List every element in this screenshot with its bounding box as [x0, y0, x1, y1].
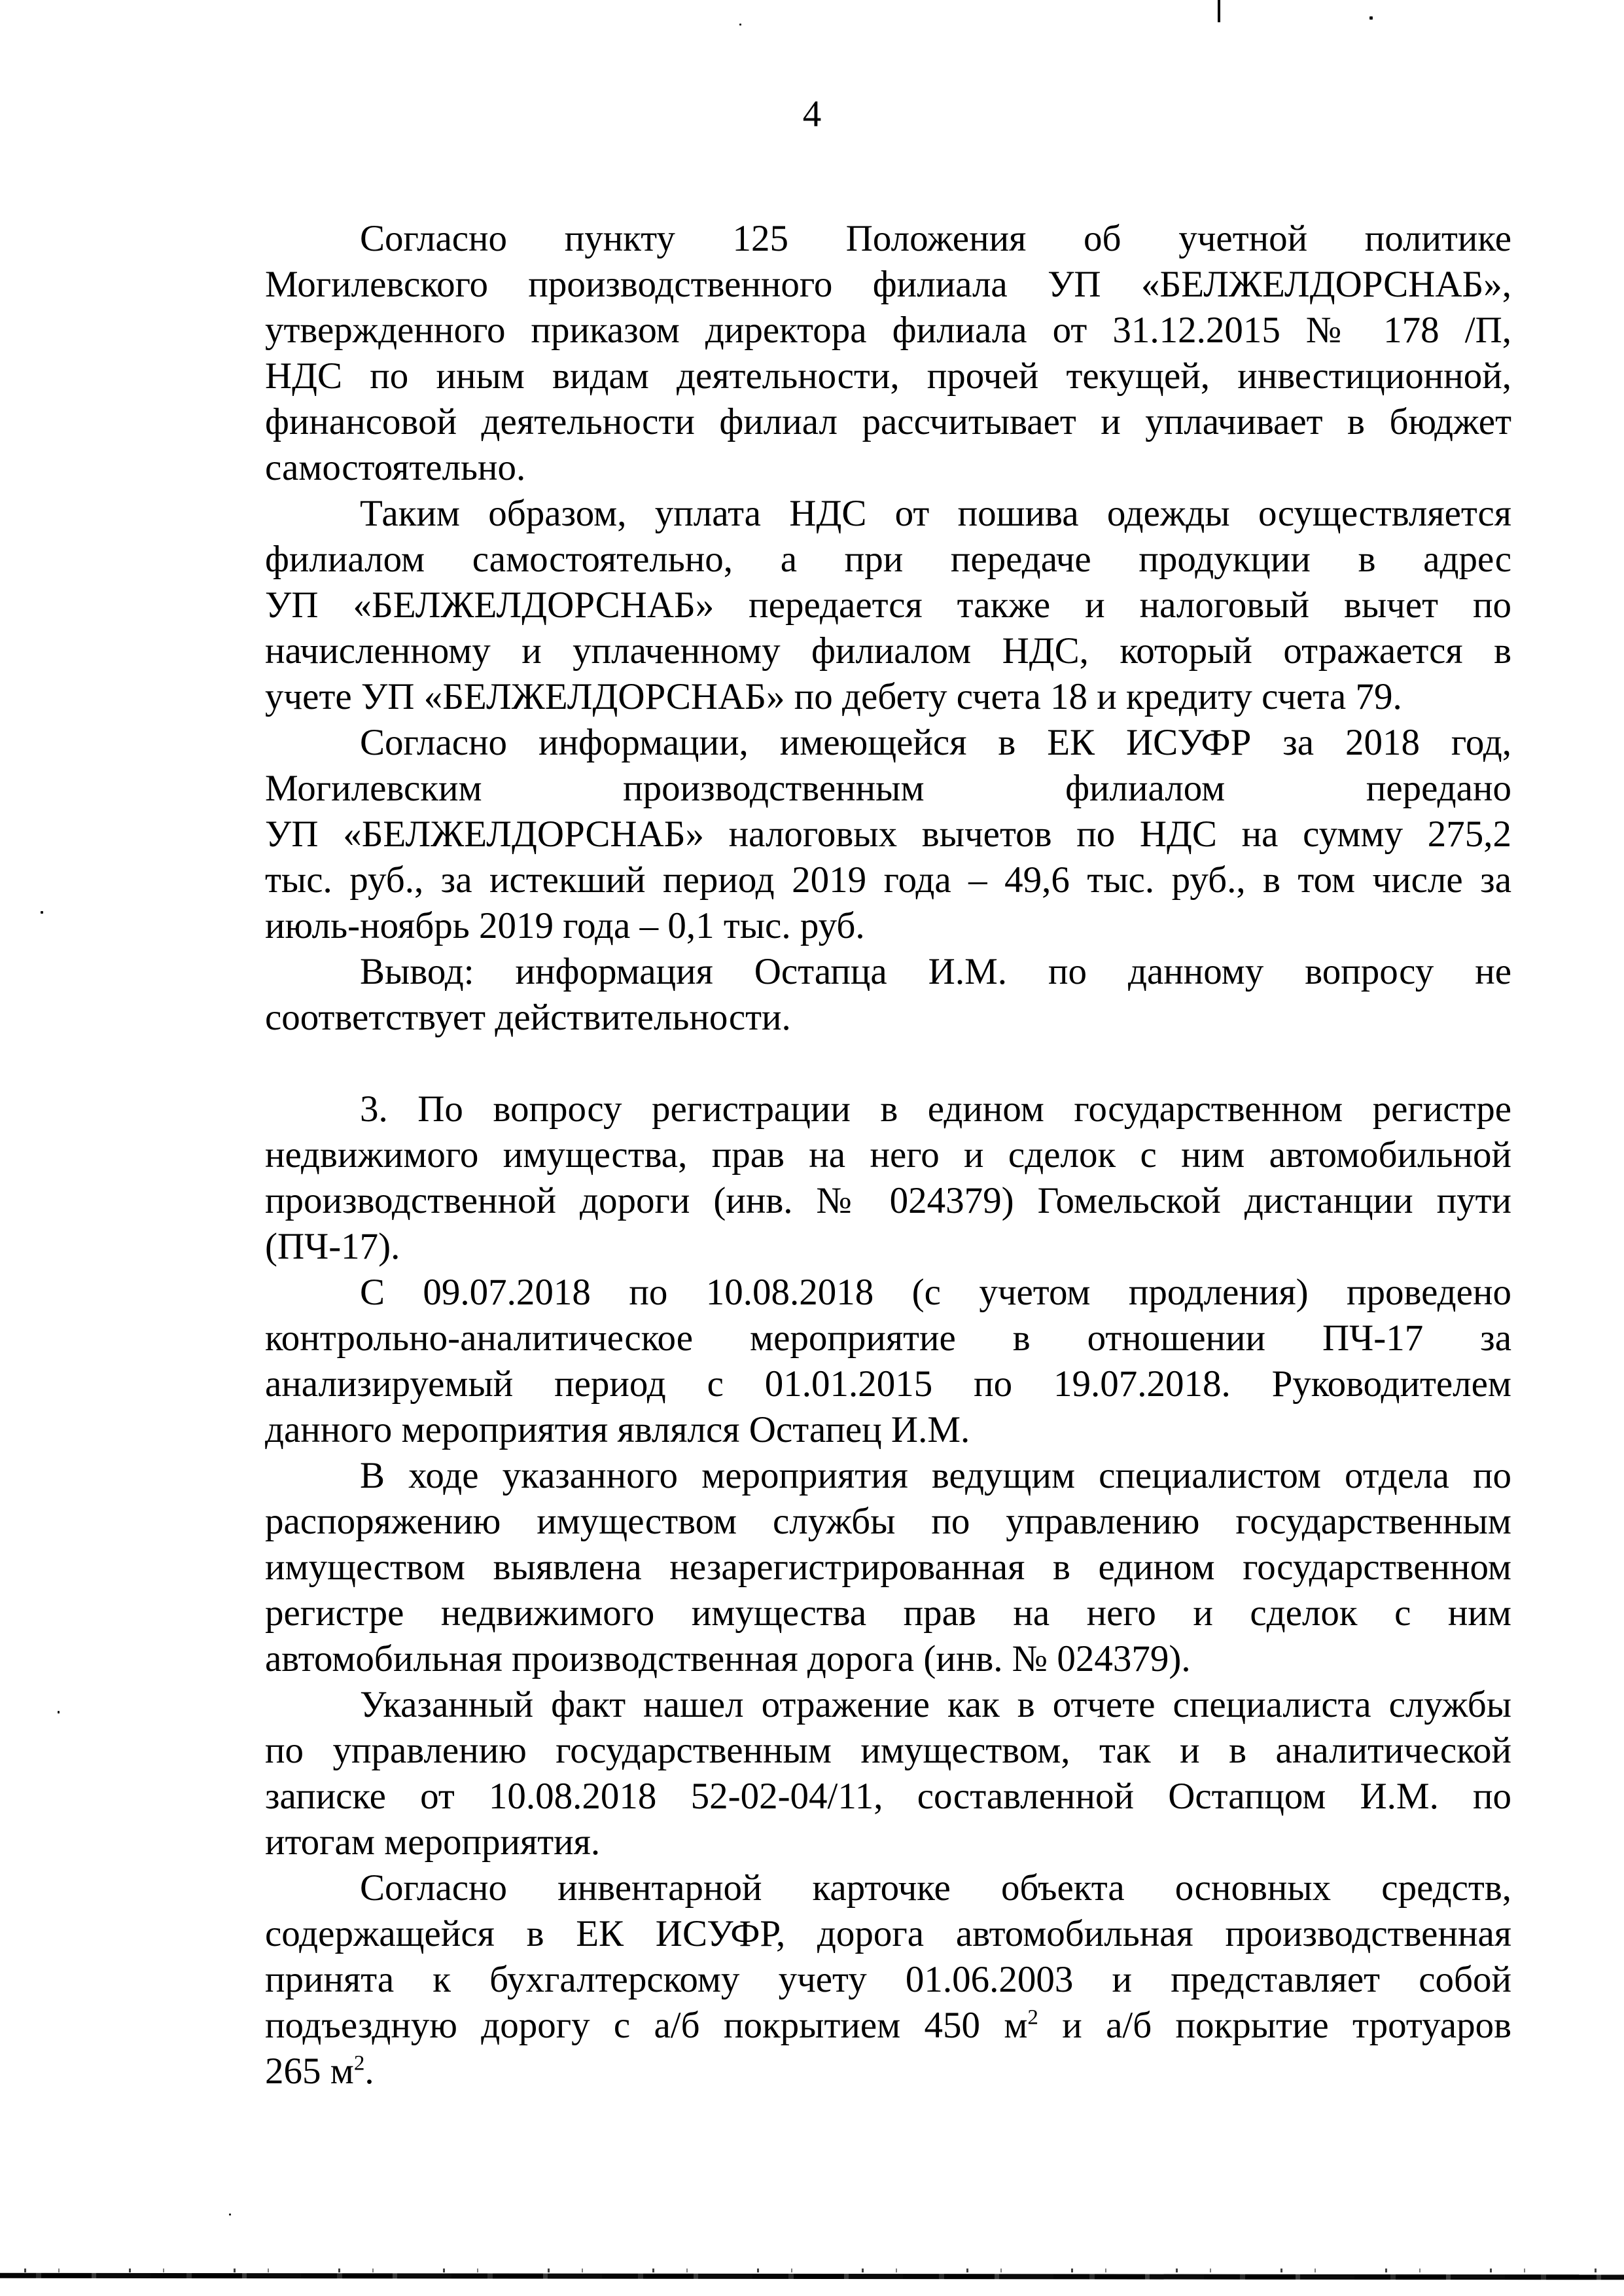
text-line: Согласно информации, имеющейся в ЕК ИСУФР за 2018 год,: [360, 722, 1511, 763]
scan-artifact-tick: [1218, 0, 1220, 22]
text-line: анализируемый период с 01.01.2015 по 19.07.2018. Руководителем: [265, 1363, 1511, 1405]
text-line: С 09.07.2018 по 10.08.2018 (с учетом продления) проведено: [360, 1272, 1511, 1313]
text-line: регистре недвижимого имущества прав на него и сделок с ним: [265, 1592, 1511, 1634]
text-line: Согласно пункту 125 Положения об учетной политике: [360, 218, 1511, 259]
text-segment: 265 м: [265, 2051, 354, 2092]
text-line: содержащейся в ЕК ИСУФР, дорога автомобильная производственная: [265, 1913, 1511, 1954]
paragraph-3: [265, 720, 1511, 949]
text-line: Согласно инвентарной карточке объекта основных средств,: [360, 1867, 1511, 1909]
scan-artifact-speck: [739, 24, 741, 26]
text-line: учете УП «БЕЛЖЕЛДОРСНАБ» по дебету счета 18 и кредиту счета 79.: [265, 676, 1402, 717]
paragraph-7: [265, 1682, 1511, 1865]
text-segment: подъездную дорогу с а/б покрытием 450 м: [265, 2005, 1028, 2046]
text-line: утвержденного приказом директора филиала от 31.12.2015 № 178 /П,: [265, 310, 1511, 351]
page-number: 4: [802, 94, 822, 135]
scan-artifact-noise-band: [0, 2273, 1624, 2280]
scan-artifact-speck: [58, 1711, 60, 1713]
text-line: распоряжению имуществом службы по управлению государственным: [265, 1501, 1511, 1542]
paragraph-6: [265, 1453, 1511, 1682]
text-line: данного мероприятия являлся Остапец И.М.: [265, 1409, 970, 1450]
text-line: Указанный факт нашел отражение как в отчете специалиста службы: [360, 1684, 1511, 1725]
text-line: июль-ноябрь 2019 года – 0,1 тыс. руб.: [265, 905, 865, 946]
paragraph-conclusion: [265, 949, 1511, 1041]
text-line: недвижимого имущества, прав на него и сделок с ним автомобильной: [265, 1134, 1511, 1175]
text-line: Могилевским производственным филиалом передано: [265, 768, 1511, 809]
text-line: Вывод: информация Остапца И.М. по данному вопросу не: [360, 951, 1511, 992]
text-line: производственной дороги (инв. № 024379) Гомельской дистанции пути: [265, 1180, 1511, 1221]
text-line: 3. По вопросу регистрации в едином государственном регистре: [360, 1088, 1511, 1130]
text-line: Таким образом, уплата НДС от пошива одежды осуществляется: [360, 493, 1511, 534]
text-line: (ПЧ-17).: [265, 1226, 400, 1267]
scan-artifact-speck: [229, 2214, 231, 2215]
text-line: принята к бухгалтерскому учету 01.06.2003 и представляет собой: [265, 1959, 1511, 2000]
scan-artifact-speck: [1369, 16, 1373, 20]
text-line: УП «БЕЛЖЕЛДОРСНАБ» передается также и налоговый вычет по: [265, 584, 1511, 626]
text-line: записке от 10.08.2018 52-02-04/11, составленной Остапцом И.М. по: [265, 1776, 1511, 1817]
paragraph-section-3: [265, 1086, 1511, 1270]
text-line: итогам мероприятия.: [265, 1821, 601, 1863]
text-segment: .: [364, 2051, 374, 2092]
paragraph-2: [265, 491, 1511, 720]
text-line: имуществом выявлена незарегистрированная в едином государственном: [265, 1547, 1511, 1588]
text-line: финансовой деятельности филиал рассчитывает и уплачивает в бюджет: [265, 401, 1511, 442]
text-line: самостоятельно.: [265, 447, 526, 488]
paragraph-1: [265, 216, 1511, 491]
text-line: соответствует действительности.: [265, 997, 791, 1038]
paragraph-5: [265, 1270, 1511, 1453]
scan-artifact-noise-dots: [0, 2259, 1624, 2274]
text-line: 265 м2.: [265, 2051, 374, 2092]
text-line: контрольно-аналитическое мероприятие в отношении ПЧ-17 за: [265, 1318, 1511, 1359]
text-line: по управлению государственным имуществом, так и в аналитической: [265, 1730, 1511, 1771]
text-line: автомобильная производственная дорога (инв. № 024379).: [265, 1638, 1191, 1679]
text-line: подъездную дорогу с а/б покрытием 450 м2 и а/б покрытие тротуаров: [265, 2005, 1511, 2046]
scan-artifact-speck: [41, 911, 43, 914]
document-body: [265, 216, 1511, 2094]
text-line: филиалом самостоятельно, а при передаче продукции в адрес: [265, 539, 1511, 580]
text-line: тыс. руб., за истекший период 2019 года – 49,6 тыс. руб., в том числе за: [265, 859, 1511, 901]
paragraph-8: [265, 1865, 1511, 2094]
text-line: Могилевского производственного филиала УП «БЕЛЖЕЛДОРСНАБ»,: [265, 264, 1511, 305]
text-line: НДС по иным видам деятельности, прочей текущей, инвестиционной,: [265, 355, 1511, 397]
text-line: В ходе указанного мероприятия ведущим специалистом отдела по: [360, 1455, 1511, 1496]
text-line: начисленному и уплаченному филиалом НДС, который отражается в: [265, 630, 1511, 672]
text-line: УП «БЕЛЖЕЛДОРСНАБ» налоговых вычетов по НДС на сумму 275,2: [265, 814, 1511, 855]
text-segment: и а/б покрытие тротуаров: [1038, 2005, 1511, 2046]
